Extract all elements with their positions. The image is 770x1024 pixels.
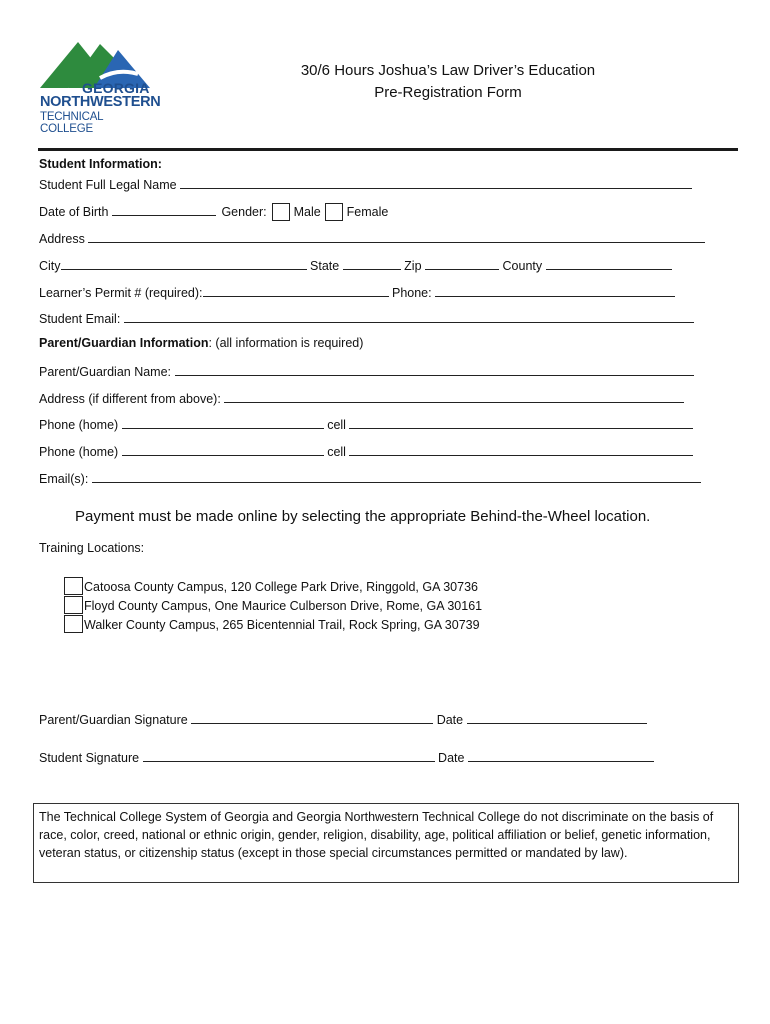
permit-row <box>39 284 675 301</box>
male-checkbox[interactable] <box>272 203 290 221</box>
student-heading: Student Information: <box>39 157 162 171</box>
student-signature-label: Student Signature <box>39 751 140 765</box>
gender-label: Gender: <box>221 205 267 219</box>
location-checkbox-walker[interactable] <box>64 615 83 633</box>
guardian-signature-row <box>39 711 647 728</box>
guardian-heading-row <box>39 336 363 351</box>
college-logo <box>38 38 161 135</box>
guardian-name-row <box>39 363 694 380</box>
guardian-address-field[interactable] <box>224 390 684 403</box>
state-field[interactable] <box>343 257 401 270</box>
header-divider <box>38 148 738 151</box>
logo-line-2: NORTHWESTERN <box>40 94 161 110</box>
location-checkbox-catoosa[interactable] <box>64 577 83 595</box>
guardian-signature-label: Parent/Guardian Signature <box>39 713 188 727</box>
student-date-label: Date <box>438 751 465 765</box>
guardian-heading: Parent/Guardian Information <box>39 336 209 350</box>
guardian-email-row <box>39 470 701 487</box>
zip-label: Zip <box>404 259 422 273</box>
female-label: Female <box>346 205 389 219</box>
logo-line-3: TECHNICAL COLLEGE <box>40 111 103 135</box>
list-item <box>64 596 482 615</box>
address-field[interactable] <box>88 230 705 243</box>
student-email-row <box>39 310 694 327</box>
location-label-walker: Walker County Campus, 265 Bicentennial Trail, Rock Spring, GA 30739 <box>84 618 480 632</box>
male-label: Male <box>293 205 321 219</box>
city-row <box>39 257 672 274</box>
full-name-label: Student Full Legal Name <box>39 178 177 192</box>
dob-field[interactable] <box>112 203 216 216</box>
guardian-email-label: Email(s): <box>39 472 89 486</box>
zip-field[interactable] <box>425 257 499 270</box>
form-title-line-2: Pre-Registration Form <box>374 84 522 101</box>
notice-text: The Technical College System of Georgia and Georgia Northwestern Technical College do not discriminate on the basis of race, color, creed, national or ethnic origin, gender, religion, disability, age, political affiliation or belief, genetic information, veteran status, or citizenship status (except in those special circumstances permitted or mandated by law). <box>39 810 714 860</box>
student-date-field[interactable] <box>468 749 654 762</box>
cell-field-2[interactable] <box>349 443 693 456</box>
phone-home-field-1[interactable] <box>122 416 324 429</box>
logo-line-1: GEORGIA <box>82 80 150 96</box>
form-title <box>268 60 628 104</box>
student-name-row <box>39 176 692 193</box>
guardian-address-row <box>39 390 684 407</box>
permit-field[interactable] <box>203 284 389 297</box>
guardian-signature-field[interactable] <box>191 711 433 724</box>
guardian-address-label: Address (if different from above): <box>39 392 221 406</box>
county-field[interactable] <box>546 257 672 270</box>
city-label: City <box>39 259 61 273</box>
dob-label: Date of Birth <box>39 205 109 219</box>
female-checkbox[interactable] <box>325 203 343 221</box>
nondiscrimination-notice <box>33 803 739 883</box>
student-phone-field[interactable] <box>435 284 675 297</box>
guardian-phone-row-2 <box>39 443 693 460</box>
location-label-catoosa: Catoosa County Campus, 120 College Park Drive, Ringgold, GA 30736 <box>84 580 478 594</box>
training-heading: Training Locations: <box>39 541 145 555</box>
guardian-name-label: Parent/Guardian Name: <box>39 365 172 379</box>
permit-label: Learner’s Permit # (required): <box>39 286 203 300</box>
guardian-name-field[interactable] <box>175 363 694 376</box>
guardian-date-label: Date <box>436 713 464 727</box>
state-label: State <box>310 259 340 273</box>
list-item <box>64 615 482 634</box>
student-signature-row <box>39 749 654 766</box>
student-signature-field[interactable] <box>143 749 435 762</box>
guardian-email-field[interactable] <box>92 470 701 483</box>
city-field[interactable] <box>61 257 307 270</box>
phone-home-label: Phone (home) <box>39 418 119 432</box>
cell-field-1[interactable] <box>349 416 693 429</box>
payment-note: Payment must be made online by selecting the appropriate Behind-the-Wheel location. <box>75 508 651 525</box>
student-phone-label: Phone: <box>391 286 432 300</box>
training-location-list <box>64 577 482 634</box>
list-item <box>64 577 482 596</box>
phone-home-label: Phone (home) <box>39 445 119 459</box>
cell-label: cell <box>327 445 346 459</box>
address-row <box>39 230 705 247</box>
cell-label: cell <box>327 418 346 432</box>
guardian-date-field[interactable] <box>467 711 647 724</box>
form-title-line-1: 30/6 Hours Joshua’s Law Driver’s Education <box>300 62 596 79</box>
full-name-field[interactable] <box>180 176 692 189</box>
student-email-label: Student Email: <box>39 312 121 326</box>
guardian-phone-row-1 <box>39 416 693 433</box>
location-checkbox-floyd[interactable] <box>64 596 83 614</box>
address-label: Address <box>39 232 85 246</box>
county-label: County <box>502 259 543 273</box>
dob-gender-row <box>39 203 388 221</box>
guardian-heading-note: : (all information is required) <box>208 336 364 350</box>
student-email-field[interactable] <box>124 310 694 323</box>
phone-home-field-2[interactable] <box>122 443 324 456</box>
location-label-floyd: Floyd County Campus, One Maurice Culberson Drive, Rome, GA 30161 <box>84 599 483 613</box>
